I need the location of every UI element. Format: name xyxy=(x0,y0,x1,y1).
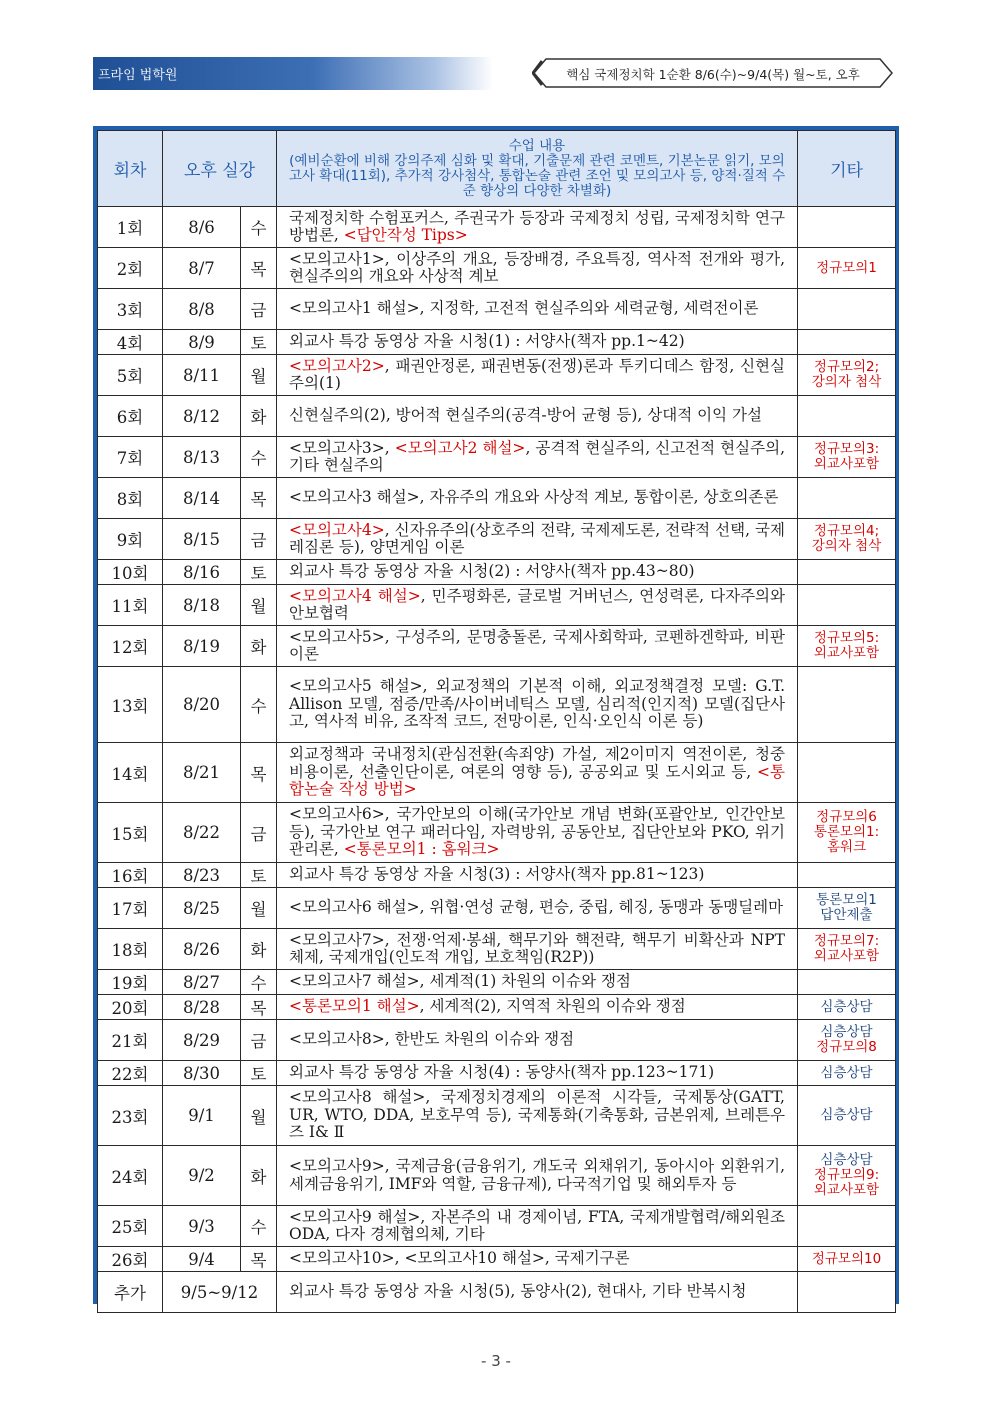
table-row xyxy=(98,1061,896,1086)
date-cell: 8/25 xyxy=(163,888,241,929)
content-text: <모의고사3 해설>, 자유주의 개요와 사상적 계보, 통합이론, 상호의존론 xyxy=(289,488,779,507)
etc-note: 심층상담 xyxy=(820,1024,873,1040)
session-cell: 6회 xyxy=(98,396,163,437)
weekday-cell: 월 xyxy=(241,585,277,626)
content-text: , 민주평화론, 글로벌 거버넌스, 연성력론, 다자주의와 안보협력 xyxy=(289,586,786,622)
etc-cell xyxy=(798,585,896,626)
content-cell xyxy=(277,863,798,888)
content-cell xyxy=(277,248,798,289)
etc-cell xyxy=(798,289,896,330)
content-cell xyxy=(277,560,798,585)
header-content-note: (예비순환에 비해 강의주제 심화 및 확대, 기출문제 관련 코멘트, 기본논문 읽기, 모의고사 확대(11회), 추가적 강사첨삭, 통합논술 관련 조언 및 모의고사 등, 양적·질적 수준 향상의 다양한 차별화) xyxy=(288,152,786,199)
date-cell: 8/6 xyxy=(163,207,241,248)
session-cell: 18회 xyxy=(98,929,163,970)
etc-cell xyxy=(798,437,896,478)
date-cell: 8/29 xyxy=(163,1020,241,1061)
content-cell xyxy=(277,396,798,437)
header-session: 회차 xyxy=(98,131,163,207)
session-cell: 15회 xyxy=(98,803,163,863)
session-cell: 12회 xyxy=(98,626,163,667)
content-text: <모의고사1 해설>, 지정학, 고전적 현실주의와 세력균형, 세력전이론 xyxy=(289,299,759,318)
date-cell: 8/27 xyxy=(163,970,241,995)
date-cell: 8/8 xyxy=(163,289,241,330)
table-row xyxy=(98,437,896,478)
content-text: 외교정책과 국내정치(관심전환(속죄양) 가설, 제2이미지 역전이론, 청중비용이론, 선출인단이론, 여론의 영향 등), 공공외교 및 도시외교 등, xyxy=(289,745,785,781)
content-text: <모의고사1>, 이상주의 개요, 등장배경, 주요특징, 역사적 전개와 평가, 현실주의의 개요와 사상적 계보 xyxy=(289,249,785,285)
etc-cell xyxy=(798,743,896,803)
table-row xyxy=(98,478,896,519)
date-cell: 8/16 xyxy=(163,560,241,585)
date-cell: 8/7 xyxy=(163,248,241,289)
etc-cell xyxy=(798,667,896,743)
content-highlight: <통합논술 작성 방법> xyxy=(289,762,785,799)
content-highlight: <통론모의1 해설> xyxy=(289,997,420,1016)
etc-cell xyxy=(798,560,896,585)
content-cell xyxy=(277,330,798,355)
date-cell: 8/14 xyxy=(163,478,241,519)
etc-cell xyxy=(798,355,896,396)
content-text: 신현실주의(2), 방어적 현실주의(공격-방어 균형 등), 상대적 이익 가설 xyxy=(289,406,762,425)
etc-note: 답안제출 xyxy=(820,907,873,923)
content-text: 외교사 특강 동영상 자율 시청(4) : 동양사(책자 pp.123~171) xyxy=(289,1063,715,1082)
content-cell xyxy=(277,289,798,330)
session-cell: 22회 xyxy=(98,1061,163,1086)
session-cell: 13회 xyxy=(98,667,163,743)
date-cell: 8/12 xyxy=(163,396,241,437)
content-text: 외교사 특강 동영상 자율 시청(5), 동양사(2), 현대사, 기타 반복시청 xyxy=(289,1282,747,1301)
schedule-table xyxy=(97,130,896,1313)
date-cell: 9/3 xyxy=(163,1206,241,1247)
weekday-cell: 금 xyxy=(241,289,277,330)
etc-note: 통론모의1 xyxy=(816,892,877,908)
content-text: <모의고사5 해설>, 외교정책의 기본적 이해, 외교정책결정 모델: G.T. Allison 모델, 점증/만족/사이버네틱스 모델, 심리적(인지적) 모델(집단사고, 역사적 비유, 조작적 코드, 전망이론, 인식·오인식 이론 등) xyxy=(289,677,785,731)
weekday-cell: 목 xyxy=(241,1247,277,1272)
etc-note: 정규모의4; xyxy=(813,523,880,539)
date-cell: 8/18 xyxy=(163,585,241,626)
table-row xyxy=(98,626,896,667)
date-cell: 8/19 xyxy=(163,626,241,667)
session-cell: 26회 xyxy=(98,1247,163,1272)
content-text: 외교사 특강 동영상 자율 시청(2) : 서양사(책자 pp.43~80) xyxy=(289,562,695,581)
weekday-cell: 목 xyxy=(241,478,277,519)
content-text: <모의고사8 해설>, 국제정치경제의 이론적 시각들, 국제통상(GATT, UR, WTO, DDA, 보호무역 등), 국제통화(기축통화, 금본위제, 브레튼우즈 Ⅰ& Ⅱ xyxy=(289,1088,785,1142)
etc-note: 강의자 첨삭 xyxy=(811,538,882,554)
weekday-cell: 토 xyxy=(241,560,277,585)
session-cell: 1회 xyxy=(98,207,163,248)
content-text: <모의고사10>, <모의고사10 해설>, 국제기구론 xyxy=(289,1249,630,1268)
etc-cell xyxy=(798,1061,896,1086)
session-cell: 3회 xyxy=(98,289,163,330)
course-title-box xyxy=(532,58,894,88)
content-cell xyxy=(277,667,798,743)
table-row xyxy=(98,396,896,437)
etc-cell xyxy=(798,1272,896,1313)
etc-note: 정규모의9: xyxy=(813,1167,880,1183)
session-cell: 25회 xyxy=(98,1206,163,1247)
etc-note: 홈워크 xyxy=(826,839,867,855)
date-cell: 8/15 xyxy=(163,519,241,560)
etc-note: 외교사포함 xyxy=(813,948,880,964)
weekday-cell: 목 xyxy=(241,248,277,289)
date-cell: 8/22 xyxy=(163,803,241,863)
table-row xyxy=(98,560,896,585)
etc-cell xyxy=(798,970,896,995)
table-row xyxy=(98,248,896,289)
etc-note: 정규모의6 xyxy=(816,809,877,825)
content-text: 외교사 특강 동영상 자율 시청(1) : 서양사(책자 pp.1~42) xyxy=(289,332,685,351)
content-text: , 신자유주의(상호주의 전략, 국제제도론, 전략적 선택, 국제레짐론 등), 양면게임 이론 xyxy=(289,520,785,556)
session-cell: 23회 xyxy=(98,1086,163,1146)
weekday-cell: 수 xyxy=(241,1206,277,1247)
content-cell xyxy=(277,207,798,248)
etc-note: 강의자 첨삭 xyxy=(811,374,882,390)
weekday-cell: 토 xyxy=(241,863,277,888)
etc-cell xyxy=(798,478,896,519)
etc-cell xyxy=(798,248,896,289)
weekday-cell: 수 xyxy=(241,667,277,743)
table-row xyxy=(98,1086,896,1146)
etc-cell xyxy=(798,929,896,970)
table-row xyxy=(98,803,896,863)
weekday-cell: 월 xyxy=(241,1086,277,1146)
content-text: <모의고사8>, 한반도 차원의 이슈와 쟁점 xyxy=(289,1030,575,1049)
table-row xyxy=(98,888,896,929)
weekday-cell: 월 xyxy=(241,888,277,929)
content-cell xyxy=(277,519,798,560)
session-cell: 8회 xyxy=(98,478,163,519)
content-highlight: <통론모의1 : 홈워크> xyxy=(343,840,500,859)
etc-cell xyxy=(798,863,896,888)
weekday-cell: 토 xyxy=(241,330,277,355)
header-etc: 기타 xyxy=(798,131,896,207)
content-text: , 패권안정론, 패권변동(전쟁)론과 투키디데스 함정, 신현실주의(1) xyxy=(289,356,785,392)
content-cell xyxy=(277,1020,798,1061)
date-cell: 8/23 xyxy=(163,863,241,888)
etc-cell xyxy=(798,330,896,355)
table-row xyxy=(98,1272,896,1313)
etc-cell xyxy=(798,519,896,560)
weekday-cell: 화 xyxy=(241,929,277,970)
schedule-body xyxy=(98,207,896,1313)
table-row xyxy=(98,863,896,888)
page-number: - 3 - xyxy=(481,1352,511,1370)
session-cell: 9회 xyxy=(98,519,163,560)
date-cell: 8/11 xyxy=(163,355,241,396)
etc-cell xyxy=(798,626,896,667)
table-row xyxy=(98,970,896,995)
etc-note: 정규모의5: xyxy=(813,630,880,646)
table-row xyxy=(98,207,896,248)
etc-note: 심층상담 xyxy=(820,998,873,1015)
etc-note: 외교사포함 xyxy=(813,645,880,661)
content-text: , 공격적 현실주의, 신고전적 현실주의, 기타 현실주의 xyxy=(289,438,785,474)
date-cell: 8/20 xyxy=(163,667,241,743)
etc-note: 정규모의2; xyxy=(813,359,880,375)
table-row xyxy=(98,355,896,396)
date-cell: 9/4 xyxy=(163,1247,241,1272)
etc-cell xyxy=(798,995,896,1020)
weekday-cell: 목 xyxy=(241,995,277,1020)
table-row xyxy=(98,995,896,1020)
header-content xyxy=(277,131,798,207)
weekday-cell: 월 xyxy=(241,355,277,396)
etc-note: 외교사포함 xyxy=(813,456,880,472)
etc-note: 심층상담 xyxy=(820,1064,873,1081)
date-cell: 8/30 xyxy=(163,1061,241,1086)
content-highlight: <모의고사4 해설> xyxy=(289,586,421,605)
table-row xyxy=(98,1206,896,1247)
table-row xyxy=(98,743,896,803)
content-text: <모의고사6>, 국가안보의 이해(국가안보 개념 변화(포괄안보, 인간안보 등), 국가안보 연구 패러다임, 자력방위, 공동안보, 집단안보와 PKO, 위기관리론, xyxy=(289,805,785,859)
table-row xyxy=(98,929,896,970)
session-cell: 19회 xyxy=(98,970,163,995)
table-row xyxy=(98,289,896,330)
table-row xyxy=(98,1247,896,1272)
date-cell: 9/5~9/12 xyxy=(163,1272,277,1313)
content-text: <모의고사9>, 국제금융(금융위기, 개도국 외채위기, 동아시아 외환위기, 세계금융위기, IMF와 역할, 금융규제), 다국적기업 및 해외투자 등 xyxy=(289,1157,785,1193)
weekday-cell: 화 xyxy=(241,396,277,437)
content-cell xyxy=(277,437,798,478)
weekday-cell: 수 xyxy=(241,437,277,478)
content-text: <모의고사7>, 전쟁·억제·봉쇄, 핵무기와 핵전략, 핵무기 비확산과 NPT체제, 국제개입(인도적 개입, 보호책임(R2P)) xyxy=(289,930,785,966)
session-cell: 24회 xyxy=(98,1146,163,1206)
session-cell: 5회 xyxy=(98,355,163,396)
etc-note: 통론모의1: xyxy=(813,824,880,840)
date-cell: 8/9 xyxy=(163,330,241,355)
content-cell xyxy=(277,355,798,396)
session-cell: 17회 xyxy=(98,888,163,929)
etc-cell xyxy=(798,207,896,248)
etc-cell xyxy=(798,888,896,929)
session-cell: 16회 xyxy=(98,863,163,888)
content-cell xyxy=(277,626,798,667)
session-cell: 2회 xyxy=(98,248,163,289)
weekday-cell: 토 xyxy=(241,1061,277,1086)
etc-note: 심층상담 xyxy=(820,1152,873,1168)
content-cell xyxy=(277,478,798,519)
etc-cell xyxy=(798,803,896,863)
content-highlight: <답안작성 Tips> xyxy=(343,226,468,244)
content-cell xyxy=(277,888,798,929)
date-cell: 9/2 xyxy=(163,1146,241,1206)
schedule-table-frame xyxy=(93,126,899,1304)
content-highlight: <모의고사4> xyxy=(289,520,385,539)
session-cell: 10회 xyxy=(98,560,163,585)
header-content-title: 수업 내용 xyxy=(508,137,566,154)
etc-note: 외교사포함 xyxy=(813,1182,880,1198)
content-cell xyxy=(277,1061,798,1086)
course-title: 핵심 국제정치학 1순환 8/6(수)~9/4(목) 월~토, 오후 xyxy=(566,67,860,82)
content-cell xyxy=(277,743,798,803)
content-cell xyxy=(277,995,798,1020)
content-cell xyxy=(277,1086,798,1146)
content-highlight: <모의고사2 해설> xyxy=(394,438,526,457)
content-text: 외교사 특강 동영상 자율 시청(3) : 서양사(책자 pp.81~123) xyxy=(289,865,705,884)
session-cell: 11회 xyxy=(98,585,163,626)
etc-cell xyxy=(798,1206,896,1247)
etc-note: 정규모의1 xyxy=(816,259,877,276)
academy-name: 프라임 법학원 xyxy=(98,68,178,83)
table-header-row xyxy=(98,131,896,207)
content-text: <모의고사3>, xyxy=(289,438,395,457)
content-cell xyxy=(277,1206,798,1247)
session-cell: 14회 xyxy=(98,743,163,803)
content-cell xyxy=(277,1146,798,1206)
etc-note: 정규모의7: xyxy=(813,933,880,949)
etc-note: 정규모의10 xyxy=(811,1250,882,1267)
weekday-cell: 목 xyxy=(241,743,277,803)
session-cell: 4회 xyxy=(98,330,163,355)
etc-note: 정규모의3: xyxy=(813,441,880,457)
table-row xyxy=(98,1146,896,1206)
weekday-cell: 수 xyxy=(241,970,277,995)
weekday-cell: 금 xyxy=(241,803,277,863)
header-schedule: 오후 실강 xyxy=(163,131,277,207)
session-cell: 20회 xyxy=(98,995,163,1020)
etc-note: 정규모의8 xyxy=(816,1039,877,1055)
weekday-cell: 금 xyxy=(241,1020,277,1061)
table-row xyxy=(98,667,896,743)
content-cell xyxy=(277,929,798,970)
content-text: <모의고사5>, 구성주의, 문명충돌론, 국제사회학파, 코펜하겐학파, 비판이론 xyxy=(289,627,785,663)
etc-cell xyxy=(798,1146,896,1206)
date-cell: 8/28 xyxy=(163,995,241,1020)
etc-cell xyxy=(798,1086,896,1146)
date-cell: 8/13 xyxy=(163,437,241,478)
date-cell: 9/1 xyxy=(163,1086,241,1146)
content-cell xyxy=(277,1272,798,1313)
date-cell: 8/26 xyxy=(163,929,241,970)
content-text: <모의고사9 해설>, 자본주의 내 경제이념, FTA, 국제개발협력/해외원조 ODA, 다자 경제협의체, 기타 xyxy=(289,1207,785,1243)
content-cell xyxy=(277,585,798,626)
etc-cell xyxy=(798,1247,896,1272)
content-cell xyxy=(277,803,798,863)
etc-note: 심층상담 xyxy=(820,1107,873,1123)
session-cell: 추가 xyxy=(98,1272,163,1313)
weekday-cell: 수 xyxy=(241,207,277,248)
session-cell: 21회 xyxy=(98,1020,163,1061)
etc-cell xyxy=(798,1020,896,1061)
table-row xyxy=(98,585,896,626)
content-highlight: <모의고사2> xyxy=(289,356,385,375)
table-row xyxy=(98,1020,896,1061)
table-row xyxy=(98,519,896,560)
content-text: <모의고사6 해설>, 위협·연성 균형, 편승, 중립, 헤징, 동맹과 동맹딜레마 xyxy=(289,898,784,917)
weekday-cell: 화 xyxy=(241,1146,277,1206)
content-text: <모의고사7 해설>, 세계적(1) 차원의 이슈와 쟁점 xyxy=(289,972,631,991)
session-cell: 7회 xyxy=(98,437,163,478)
content-text: , 세계적(2), 지역적 차원의 이슈와 쟁점 xyxy=(419,997,686,1016)
content-text: 국제정치학 수험포커스, 주권국가 등장과 국제정치 성립, 국제정치학 연구방법론, xyxy=(289,208,785,244)
content-cell xyxy=(277,1247,798,1272)
weekday-cell: 금 xyxy=(241,519,277,560)
table-row xyxy=(98,330,896,355)
etc-cell xyxy=(798,396,896,437)
content-cell xyxy=(277,970,798,995)
weekday-cell: 화 xyxy=(241,626,277,667)
date-cell: 8/21 xyxy=(163,743,241,803)
